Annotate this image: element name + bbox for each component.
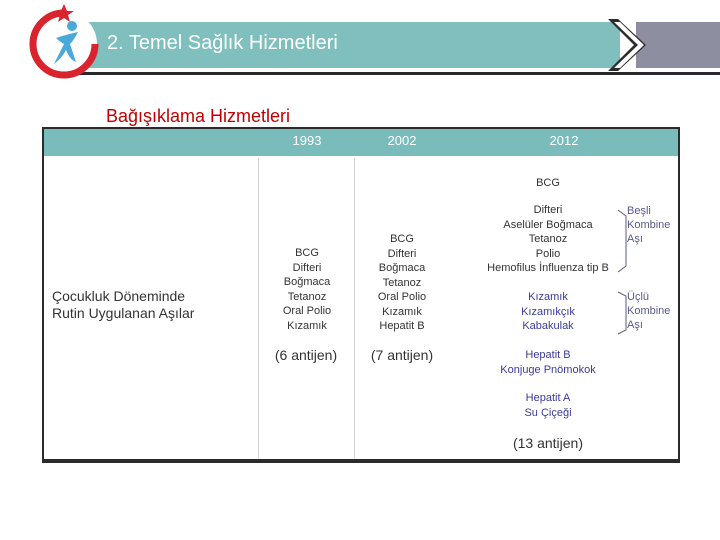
- note-line: Üçlü: [627, 291, 650, 303]
- row-label: [52, 288, 194, 322]
- note-line: Kombine: [627, 219, 671, 231]
- vaccine-list-1993: [262, 246, 352, 333]
- list-item: Difteri: [533, 204, 563, 216]
- list-item: Tetanoz: [382, 276, 422, 289]
- chevron-right-icon: [608, 19, 646, 71]
- title-tail: [636, 22, 720, 68]
- list-item: Kızamık: [528, 291, 568, 303]
- antigen-count-2012: (13 antijen): [512, 435, 584, 451]
- vaccine-group-pentavalent: [474, 203, 622, 276]
- list-item: Hepatit B: [525, 349, 571, 361]
- antigen-count-1993: (6 antijen): [274, 347, 338, 363]
- list-item: Kızamıkçık: [521, 305, 575, 318]
- vaccine-bcg-2012: BCG: [536, 177, 560, 189]
- row-label-line: Rutin Uygulanan Aşılar: [52, 305, 195, 321]
- list-item: Hemofilus İnfluenza tip B: [487, 262, 609, 274]
- note-mmr: [627, 290, 670, 332]
- list-item: Difteri: [387, 247, 417, 260]
- header-divider: [60, 72, 720, 75]
- list-item: Tetanoz: [528, 233, 568, 245]
- note-line: Aşı: [627, 233, 643, 245]
- section-title: Bağışıklama Hizmetleri: [106, 106, 291, 126]
- list-item: Difteri: [292, 261, 322, 274]
- note-line: Kombine: [627, 305, 671, 317]
- list-item: Kızamık: [287, 319, 327, 332]
- list-item: Oral Polio: [377, 291, 427, 303]
- list-item: Boğmaca: [283, 276, 331, 288]
- ministry-of-health-logo-icon: [28, 4, 100, 82]
- row-label-line: Çocukluk Döneminde: [52, 288, 186, 304]
- column-header-2002: 2002: [387, 133, 417, 148]
- antigen-count-2002: (7 antijen): [370, 347, 434, 363]
- vaccine-group-mmr: [480, 290, 616, 334]
- list-item: Boğmaca: [378, 262, 426, 274]
- list-item: Konjuge Pnömokok: [500, 363, 596, 376]
- column-header-2012: 2012: [549, 133, 579, 148]
- list-item: Polio: [535, 247, 561, 260]
- slide-title: 2. Temel Sağlık Hizmetleri: [107, 32, 338, 54]
- column-divider: [354, 158, 355, 459]
- list-item: Su Çiçeği: [524, 406, 572, 419]
- list-item: Hepatit A: [525, 392, 571, 404]
- vaccine-group-hepatitis-b: [480, 348, 616, 377]
- list-item: Tetanoz: [287, 290, 327, 303]
- list-item: BCG: [295, 247, 319, 259]
- list-item: Kızamık: [382, 305, 422, 318]
- vaccine-list-2002: [357, 232, 447, 334]
- note-line: Aşı: [627, 319, 643, 331]
- list-item: Aselüler Boğmaca: [503, 218, 593, 231]
- note-pentavalent: [627, 204, 670, 246]
- note-line: Beşli: [627, 205, 651, 217]
- column-divider: [258, 158, 259, 459]
- list-item: Kabakulak: [522, 320, 574, 332]
- column-header-1993: 1993: [292, 133, 322, 148]
- list-item: Oral Polio: [282, 305, 332, 317]
- list-item: Hepatit B: [379, 320, 425, 332]
- list-item: BCG: [390, 233, 414, 245]
- vaccine-group-hepatitis-a: [480, 391, 616, 420]
